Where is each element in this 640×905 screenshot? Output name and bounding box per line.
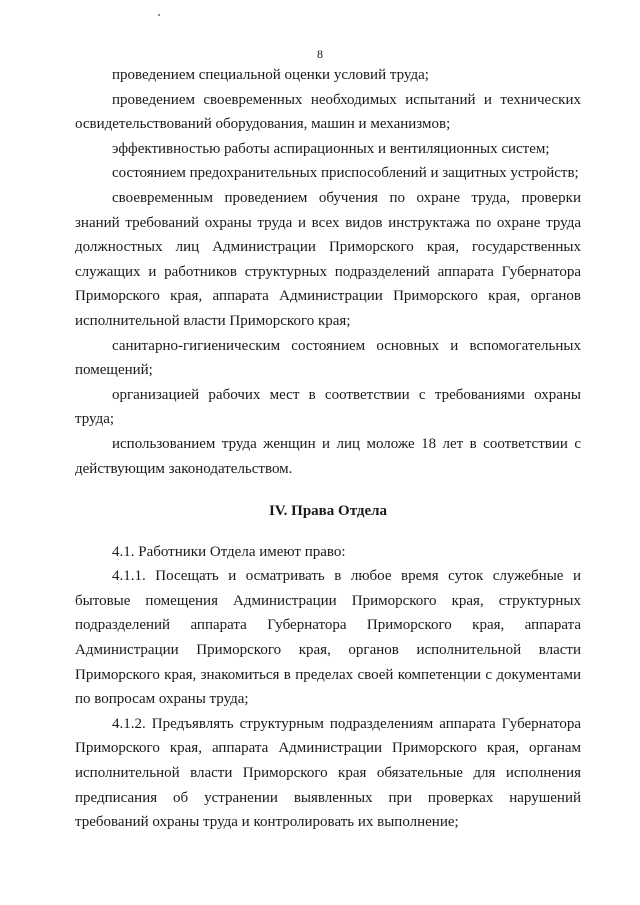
page-number: 8 [317, 47, 323, 61]
document-body [75, 63, 581, 835]
paragraph-4-1-1: 4.1.1. Посещать и осматривать в любое время суток служебные и бытовые помещения Администрации Приморского края, структурных подразделений аппарата Губернатора Приморского края, аппарата Администрации Приморского края, органов исполнительной власти Приморского края, знакомиться в пределах своей компетенции с документами по вопросам охраны труда; [75, 568, 581, 708]
paragraph-equipment-testing: проведением своевременных необходимых испытаний и технических освидетельствований оборудования, машин и механизмов; [75, 91, 581, 133]
paragraph-ventilation-systems: эффективностью работы аспирационных и вентиляционных систем; [112, 140, 550, 157]
paragraph-labor-of-women-minors: использованием труда женщин и лиц моложе 18 лет в соответствии с действующим законодательством. [75, 435, 581, 477]
section-heading: IV. Права Отдела [268, 503, 388, 520]
paragraph-4-1: 4.1. Работники Отдела имеют право: [112, 543, 346, 560]
paragraph-special-assessment: проведением специальной оценки условий труда; [112, 67, 429, 83]
paragraph-protective-devices: состоянием предохранительных приспособлений и защитных устройств; [112, 165, 579, 182]
scan-speck [158, 14, 160, 16]
paragraph-sanitary-condition: санитарно-гигиеническим состоянием основных и вспомогательных помещений; [75, 337, 581, 379]
paragraph-4-1-2: 4.1.2. Предъявлять структурным подразделениям аппарата Губернатора Приморского края, аппарата Администрации Приморского края, органам исполнительной власти Приморского края обязательные для исполнения предписания об устранении выявленных при проверках нарушений требований охраны труда и контролировать их выполнение; [75, 715, 581, 831]
paragraph-workplace-organization: организацией рабочих мест в соответствии с требованиями охраны труда; [75, 386, 581, 428]
paragraph-safety-training: своевременным проведением обучения по охране труда, проверки знаний требований охраны труда и всех видов инструктажа по охране труда должностных лиц Администрации Приморского края, государственных служащих и работников структурных подразделений аппарата Губернатора Приморского края, аппарата Администрации Приморского края, органов исполнительной власти Приморского края; [75, 189, 581, 329]
